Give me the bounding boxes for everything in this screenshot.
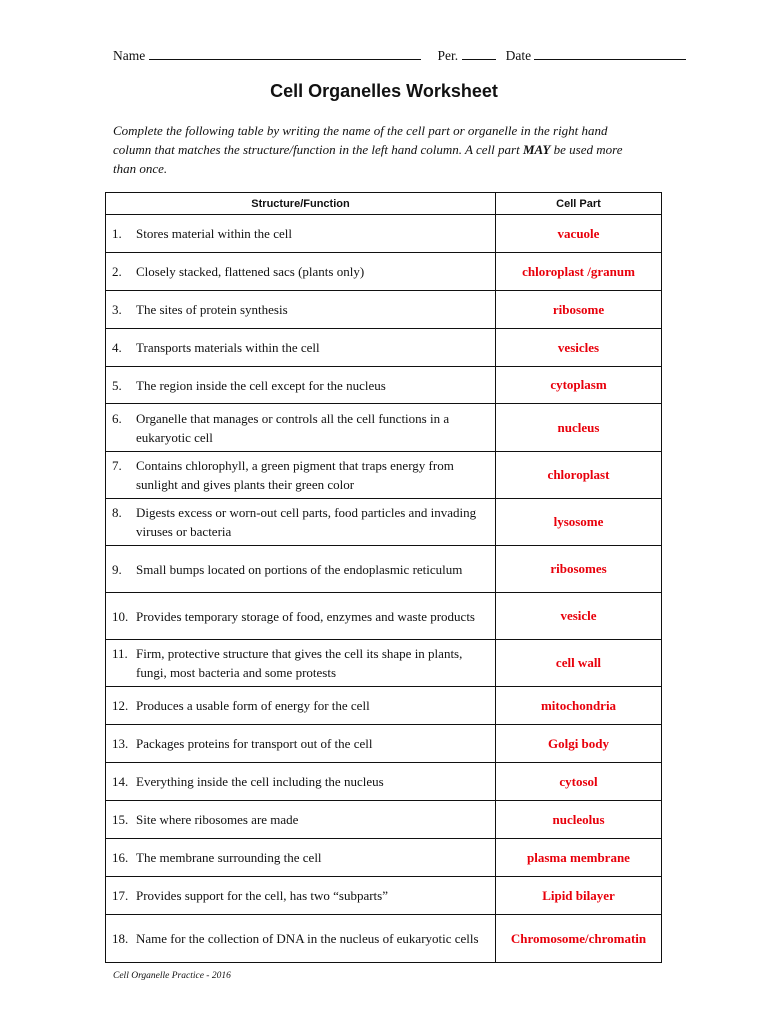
row-number: 5. [112, 377, 122, 393]
structure-function-cell [106, 215, 496, 253]
structure-function-text: Closely stacked, flattened sacs (plants only) [136, 264, 365, 279]
structure-function-cell [106, 877, 496, 915]
organelles-table [105, 192, 662, 963]
table-row [106, 915, 662, 963]
row-number: 15. [112, 812, 129, 827]
table-row [106, 801, 662, 839]
worksheet-title: Cell Organelles Worksheet [270, 81, 498, 101]
row-number: 4. [112, 340, 122, 355]
cell-part-answer[interactable]: lysosome [496, 499, 662, 546]
structure-function-cell [106, 915, 496, 963]
row-number: 2. [112, 264, 122, 279]
cell-part-answer[interactable]: ribosome [496, 291, 662, 329]
structure-function-cell [106, 499, 496, 546]
table-row [106, 546, 662, 593]
structure-function-cell [106, 763, 496, 801]
cell-part-answer[interactable]: vacuole [496, 215, 662, 253]
structure-function-text: Everything inside the cell including the nucleus [136, 774, 384, 789]
cell-part-answer[interactable]: nucleus [496, 404, 662, 452]
table-row [106, 687, 662, 725]
structure-function-text: Packages proteins for transport out of the cell [136, 736, 373, 751]
name-field[interactable] [149, 47, 421, 60]
structure-function-cell [106, 546, 496, 593]
table-row [106, 367, 662, 404]
structure-function-cell [106, 452, 496, 499]
structure-function-text: Organelle that manages or controls all the cell functions in a eukaryotic cell [136, 410, 450, 445]
table-header-row [106, 193, 662, 215]
cell-part-answer[interactable]: cytosol [496, 763, 662, 801]
structure-function-text: Small bumps located on portions of the endoplasmic reticulum [136, 561, 463, 577]
row-number: 7. [112, 458, 122, 473]
structure-function-cell [106, 725, 496, 763]
table-row [106, 452, 662, 499]
table-row [106, 763, 662, 801]
row-number: 18. [112, 931, 129, 946]
structure-function-text: Digests excess or worn-out cell parts, food particles and invading viruses or bacteria [136, 505, 477, 539]
table-row [106, 404, 662, 452]
cell-part-answer[interactable]: plasma membrane [496, 839, 662, 877]
cell-part-answer[interactable]: vesicles [496, 329, 662, 367]
table-row [106, 499, 662, 546]
table-body [106, 215, 662, 963]
structure-function-text: Stores material within the cell [136, 226, 292, 241]
structure-function-cell [106, 367, 496, 404]
structure-function-text: Produces a usable form of energy for the cell [136, 698, 370, 713]
table-row [106, 725, 662, 763]
structure-function-cell [106, 329, 496, 367]
structure-function-text: Name for the collection of DNA in the nucleus of eukaryotic cells [136, 931, 479, 946]
cell-part-answer[interactable]: nucleolus [496, 801, 662, 839]
cell-part-answer[interactable]: chloroplast [496, 452, 662, 499]
structure-function-cell [106, 253, 496, 291]
name-label: Name [113, 48, 146, 63]
row-number: 14. [112, 774, 129, 789]
row-number: 17. [112, 888, 129, 903]
cell-part-answer[interactable]: Golgi body [496, 725, 662, 763]
cell-part-answer[interactable]: cytoplasm [496, 367, 662, 404]
date-field[interactable] [534, 47, 686, 60]
row-number: 9. [112, 561, 122, 577]
row-number: 11. [112, 646, 128, 661]
table-row [106, 329, 662, 367]
cell-part-answer[interactable]: cell wall [496, 640, 662, 687]
row-number: 3. [112, 302, 122, 317]
table-row [106, 291, 662, 329]
row-number: 12. [112, 698, 129, 713]
structure-function-cell [106, 593, 496, 640]
column-header-cell-part: Cell Part [496, 193, 662, 215]
date-label: Date [505, 48, 532, 63]
structure-function-cell [106, 839, 496, 877]
row-number: 6. [112, 410, 122, 426]
instructions [113, 121, 643, 178]
period-field[interactable] [462, 47, 496, 60]
cell-part-answer[interactable]: mitochondria [496, 687, 662, 725]
structure-function-cell [106, 291, 496, 329]
cell-part-answer[interactable]: chloroplast /granum [496, 253, 662, 291]
structure-function-text: Provides support for the cell, has two “subparts” [136, 888, 389, 903]
table-row [106, 215, 662, 253]
column-header-structure: Structure/Function [106, 193, 496, 215]
structure-function-cell [106, 404, 496, 452]
cell-part-answer[interactable]: Lipid bilayer [496, 877, 662, 915]
row-number: 16. [112, 850, 129, 865]
table-row [106, 253, 662, 291]
structure-function-text: Provides temporary storage of food, enzymes and waste products [136, 608, 475, 624]
structure-function-cell [106, 640, 496, 687]
cell-part-answer[interactable]: Chromosome/chromatin [496, 915, 662, 963]
student-info-line [113, 47, 686, 64]
instructions-emphasis: MAY [522, 142, 551, 157]
row-number: 13. [112, 736, 129, 751]
footer-text: Cell Organelle Practice - 2016 [113, 971, 231, 981]
instructions-text-before: Complete the following table by writing the name of the cell part or organelle in the right hand column that matches the structure/function in the left hand column. A cell part [113, 123, 608, 157]
table-row [106, 640, 662, 687]
structure-function-text: Transports materials within the cell [136, 340, 320, 355]
cell-part-answer[interactable]: ribosomes [496, 546, 662, 593]
period-label: Per. [437, 48, 459, 63]
row-number: 10. [112, 608, 129, 624]
cell-part-answer[interactable]: vesicle [496, 593, 662, 640]
table-row [106, 839, 662, 877]
table-row [106, 593, 662, 640]
row-number: 1. [112, 226, 122, 241]
structure-function-text: The sites of protein synthesis [136, 302, 288, 317]
structure-function-text: The region inside the cell except for the nucleus [136, 377, 386, 393]
structure-function-text: The membrane surrounding the cell [136, 850, 322, 865]
structure-function-cell [106, 801, 496, 839]
structure-function-text: Firm, protective structure that gives the cell its shape in plants, fungi, most bacteria and some protests [136, 646, 463, 680]
structure-function-text: Contains chlorophyll, a green pigment that traps energy from sunlight and gives plants their green color [136, 458, 454, 492]
structure-function-cell [106, 687, 496, 725]
row-number: 8. [112, 505, 122, 520]
table-row [106, 877, 662, 915]
structure-function-text: Site where ribosomes are made [136, 812, 299, 827]
instructions-text-after: be used more than once. [113, 142, 623, 176]
